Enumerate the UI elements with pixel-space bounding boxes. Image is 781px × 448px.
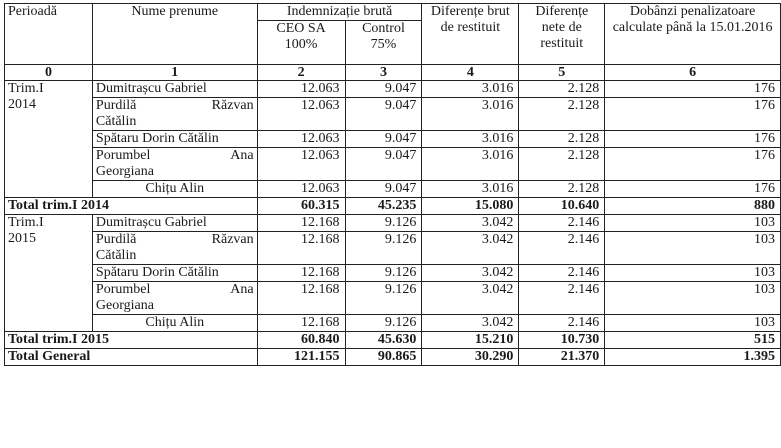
gross-diff-value: 3.016 [422, 148, 519, 181]
header-row-1 [5, 4, 781, 21]
name-cell [92, 232, 257, 265]
grand-total-gross-diff: 30.290 [422, 349, 519, 366]
control-value: 9.047 [345, 181, 422, 198]
name-cell: Chițu Alin [92, 181, 257, 198]
control-value: 9.126 [345, 315, 422, 332]
period-line: Trim.I [8, 81, 44, 96]
column-number-row [5, 65, 781, 81]
gross-diff-value: 3.042 [422, 232, 519, 265]
ceo-value: 12.168 [257, 315, 345, 332]
table-row [5, 315, 781, 332]
period-line: 2014 [8, 97, 36, 112]
net-diff-value: 2.128 [519, 181, 605, 198]
ceo-value: 12.063 [257, 181, 345, 198]
interest-value: 103 [605, 315, 781, 332]
grand-total-net-diff: 21.370 [519, 349, 605, 366]
control-value: 9.126 [345, 232, 422, 265]
control-value: 9.047 [345, 81, 422, 98]
gross-diff-value: 3.016 [422, 81, 519, 98]
control-value: 9.126 [345, 215, 422, 232]
header-gross-diff: Diferențe brut de restituit [422, 4, 519, 65]
ceo-value: 12.063 [257, 148, 345, 181]
ceo-value: 12.168 [257, 265, 345, 282]
control-value: 9.126 [345, 282, 422, 315]
interest-value: 176 [605, 131, 781, 148]
interest-value: 103 [605, 232, 781, 265]
net-diff-value: 2.128 [519, 131, 605, 148]
name-second-line: Georgiana [95, 164, 154, 179]
ceo-value: 12.168 [257, 232, 345, 265]
total-ceo: 60.840 [257, 332, 345, 349]
table-row [5, 181, 781, 198]
name-cell [92, 98, 257, 131]
period-cell [5, 81, 93, 198]
table-row [5, 282, 781, 315]
net-diff-value: 2.128 [519, 148, 605, 181]
net-diff-value: 2.146 [519, 265, 605, 282]
grand-total-ceo: 121.155 [257, 349, 345, 366]
grand-total-label: Total General [5, 349, 258, 366]
table-row [5, 232, 781, 265]
gross-diff-value: 3.016 [422, 98, 519, 131]
header-gross: Indemnizație brută [257, 4, 422, 21]
grand-total-control: 90.865 [345, 349, 422, 366]
total-net-diff: 10.640 [519, 198, 605, 215]
grand-total-row [5, 349, 781, 366]
net-diff-value: 2.146 [519, 282, 605, 315]
gross-diff-value: 3.042 [422, 315, 519, 332]
header-net-diff: Diferențe nete de restituit [519, 4, 605, 65]
interest-value: 176 [605, 181, 781, 198]
total-net-diff: 10.730 [519, 332, 605, 349]
table-row [5, 215, 781, 232]
net-diff-value: 2.146 [519, 232, 605, 265]
ceo-value: 12.063 [257, 81, 345, 98]
control-value: 9.047 [345, 131, 422, 148]
interest-value: 176 [605, 148, 781, 181]
name-cell: Spătaru Dorin Cătălin [92, 131, 257, 148]
name-first-line: Purdilă Răzvan [95, 98, 254, 113]
header-ceo: CEO SA 100% [257, 21, 345, 65]
period-line: Trim.I [8, 215, 44, 230]
interest-value: 103 [605, 265, 781, 282]
header-name: Nume prenume [92, 4, 257, 65]
gross-diff-value: 3.016 [422, 131, 519, 148]
grand-total-interest: 1.395 [605, 349, 781, 366]
name-cell: Dumitrașcu Gabriel [92, 81, 257, 98]
name-second-line: Cătălin [95, 248, 137, 263]
total-ceo: 60.315 [257, 198, 345, 215]
name-cell: Dumitrașcu Gabriel [92, 215, 257, 232]
gross-diff-value: 3.016 [422, 181, 519, 198]
period-line: 2015 [8, 231, 36, 246]
document-page [4, 3, 781, 366]
col-number: 4 [422, 65, 519, 81]
name-cell: Spătaru Dorin Cătălin [92, 265, 257, 282]
interest-value: 103 [605, 282, 781, 315]
total-label: Total trim.I 2015 [5, 332, 258, 349]
name-cell [92, 148, 257, 181]
ceo-value: 12.063 [257, 98, 345, 131]
indemnity-table [4, 3, 781, 366]
total-row [5, 198, 781, 215]
header-control: Control 75% [345, 21, 422, 65]
gross-diff-value: 3.042 [422, 265, 519, 282]
ceo-value: 12.168 [257, 215, 345, 232]
col-number: 1 [92, 65, 257, 81]
name-cell [92, 282, 257, 315]
total-interest: 880 [605, 198, 781, 215]
table-row [5, 265, 781, 282]
total-row [5, 332, 781, 349]
ceo-value: 12.168 [257, 282, 345, 315]
table-row [5, 148, 781, 181]
total-gross-diff: 15.210 [422, 332, 519, 349]
col-number: 2 [257, 65, 345, 81]
total-control: 45.630 [345, 332, 422, 349]
control-value: 9.126 [345, 265, 422, 282]
control-value: 9.047 [345, 148, 422, 181]
net-diff-value: 2.128 [519, 81, 605, 98]
name-second-line: Georgiana [95, 298, 154, 313]
table-row [5, 98, 781, 131]
interest-value: 103 [605, 215, 781, 232]
net-diff-value: 2.146 [519, 215, 605, 232]
total-control: 45.235 [345, 198, 422, 215]
name-first-line: Porumbel Ana [95, 148, 254, 163]
interest-value: 176 [605, 98, 781, 131]
name-first-line: Porumbel Ana [95, 282, 254, 297]
header-period: Perioadă [5, 4, 93, 65]
net-diff-value: 2.146 [519, 315, 605, 332]
name-first-line: Purdilă Răzvan [95, 232, 254, 247]
total-interest: 515 [605, 332, 781, 349]
interest-value: 176 [605, 81, 781, 98]
control-value: 9.047 [345, 98, 422, 131]
name-cell: Chițu Alin [92, 315, 257, 332]
total-gross-diff: 15.080 [422, 198, 519, 215]
net-diff-value: 2.128 [519, 98, 605, 131]
period-cell [5, 215, 93, 332]
name-second-line: Cătălin [95, 114, 137, 129]
table-row [5, 81, 781, 98]
gross-diff-value: 3.042 [422, 282, 519, 315]
gross-diff-value: 3.042 [422, 215, 519, 232]
col-number: 3 [345, 65, 422, 81]
total-label: Total trim.I 2014 [5, 198, 258, 215]
col-number: 5 [519, 65, 605, 81]
col-number: 0 [5, 65, 93, 81]
header-interest: Dobânzi penalizatoare calculate până la 15.01.2016 [605, 4, 781, 65]
ceo-value: 12.063 [257, 131, 345, 148]
col-number: 6 [605, 65, 781, 81]
table-row [5, 131, 781, 148]
